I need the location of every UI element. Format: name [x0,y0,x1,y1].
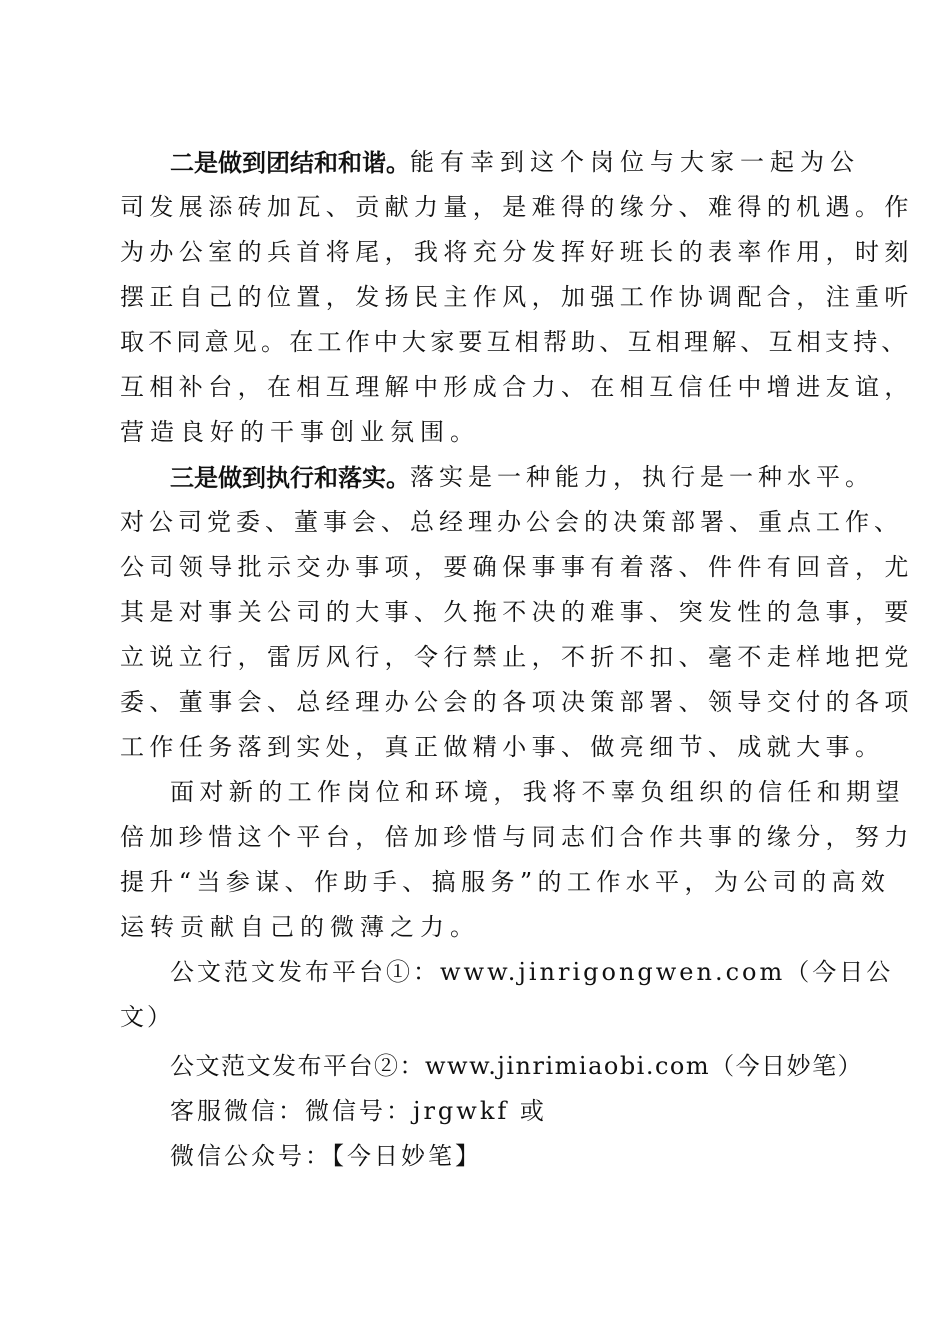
paragraph-3-line-1 [120,770,905,815]
paragraph-1-line-5 [120,320,910,365]
paragraph-1-line-1-text: 能有幸到这个岗位与大家一起为公 [410,148,860,176]
footer-platform-1-line-2: 文） [120,1003,174,1031]
paragraph-1-line-3 [120,230,914,275]
document-body [120,140,914,1179]
footer-platform-2: 公文范文发布平台②：www.jinrimiaobi.com（今日妙笔） [170,1052,864,1080]
footer-official-account: 微信公众号：【今日妙笔】 [170,1142,482,1170]
paragraph-2-line-7-text: 工作任务落到实处，真正做精小事、做亮细节、成就大事。 [120,733,885,761]
paragraph-3-line-2 [120,815,914,860]
paragraph-1-line-4 [120,275,914,320]
paragraph-2-line-3-text: 公司领导批示交办事项，要确保事事有着落、件件有回音，尤 [120,553,914,581]
paragraph-1-line-7 [120,410,832,455]
paragraph-1-line-2 [120,185,914,230]
paragraph-2-line-1 [120,455,874,500]
paragraph-1-line-6-text: 互相补台，在相互理解中形成合力、在相互信任中增进友谊， [120,373,914,401]
paragraph-1-line-2-text: 司发展添砖加瓦、贡献力量，是难得的缘分、难得的机遇。作 [120,193,914,221]
paragraph-2-line-7 [120,725,885,770]
footer-platform-1-line-1: 公文范文发布平台①：www.jinrigongwen.com（今日公 [170,958,894,986]
paragraph-3-line-1-text: 面对新的工作岗位和环境，我将不辜负组织的信任和期望 [170,778,905,806]
paragraph-2-line-6 [120,680,914,725]
paragraph-1-line-7-text: 营造良好的干事创业氛围。 [120,418,480,446]
paragraph-1-line-5-text: 取不同意见。在工作中大家要互相帮助、互相理解、互相支持、 [120,328,910,356]
paragraph-2-lead: 三是做到执行和落实。 [170,463,410,492]
paragraph-1-line-3-text: 为办公室的兵首将尾，我将充分发挥好班长的表率作用，时刻 [120,238,914,266]
paragraph-1-line-6 [120,365,914,410]
paragraph-2-line-3 [120,545,914,590]
paragraph-1-lead: 二是做到团结和和谐。 [170,148,410,177]
paragraph-2-line-5-text: 立说立行，雷厉风行，令行禁止，不折不扣、毫不走样地把党 [120,643,914,671]
footer-customer-service: 客服微信：微信号：jrgwkf 或 [170,1097,547,1125]
paragraph-2-line-5 [120,635,914,680]
paragraph-3-line-4-text: 运转贡献自己的微薄之力。 [120,913,480,941]
paragraph-3-line-4 [120,905,832,950]
paragraph-3-line-3-text: 提升“当参谋、作助手、搞服务”的工作水平，为公司的高效 [120,868,891,896]
paragraph-3-line-3 [120,860,891,905]
paragraph-2-line-4 [120,590,914,635]
paragraph-2-line-4-text: 其是对事关公司的大事、久拖不决的难事、突发性的急事，要 [120,598,914,626]
paragraph-3-line-2-text: 倍加珍惜这个平台，倍加珍惜与同志们合作共事的缘分，努力 [120,823,914,851]
paragraph-2-line-6-text: 委、董事会、总经理办公会的各项决策部署、领导交付的各项 [120,688,914,716]
paragraph-2-line-2 [120,500,903,545]
paragraph-2-line-1-text: 落实是一种能力，执行是一种水平。 [410,463,874,491]
paragraph-2-line-2-text: 对公司党委、董事会、总经理办公会的决策部署、重点工作、 [120,508,903,536]
paragraph-1-line-4-text: 摆正自己的位置，发扬民主作风，加强工作协调配合，注重听 [120,283,914,311]
paragraph-1-line-1 [120,140,860,185]
